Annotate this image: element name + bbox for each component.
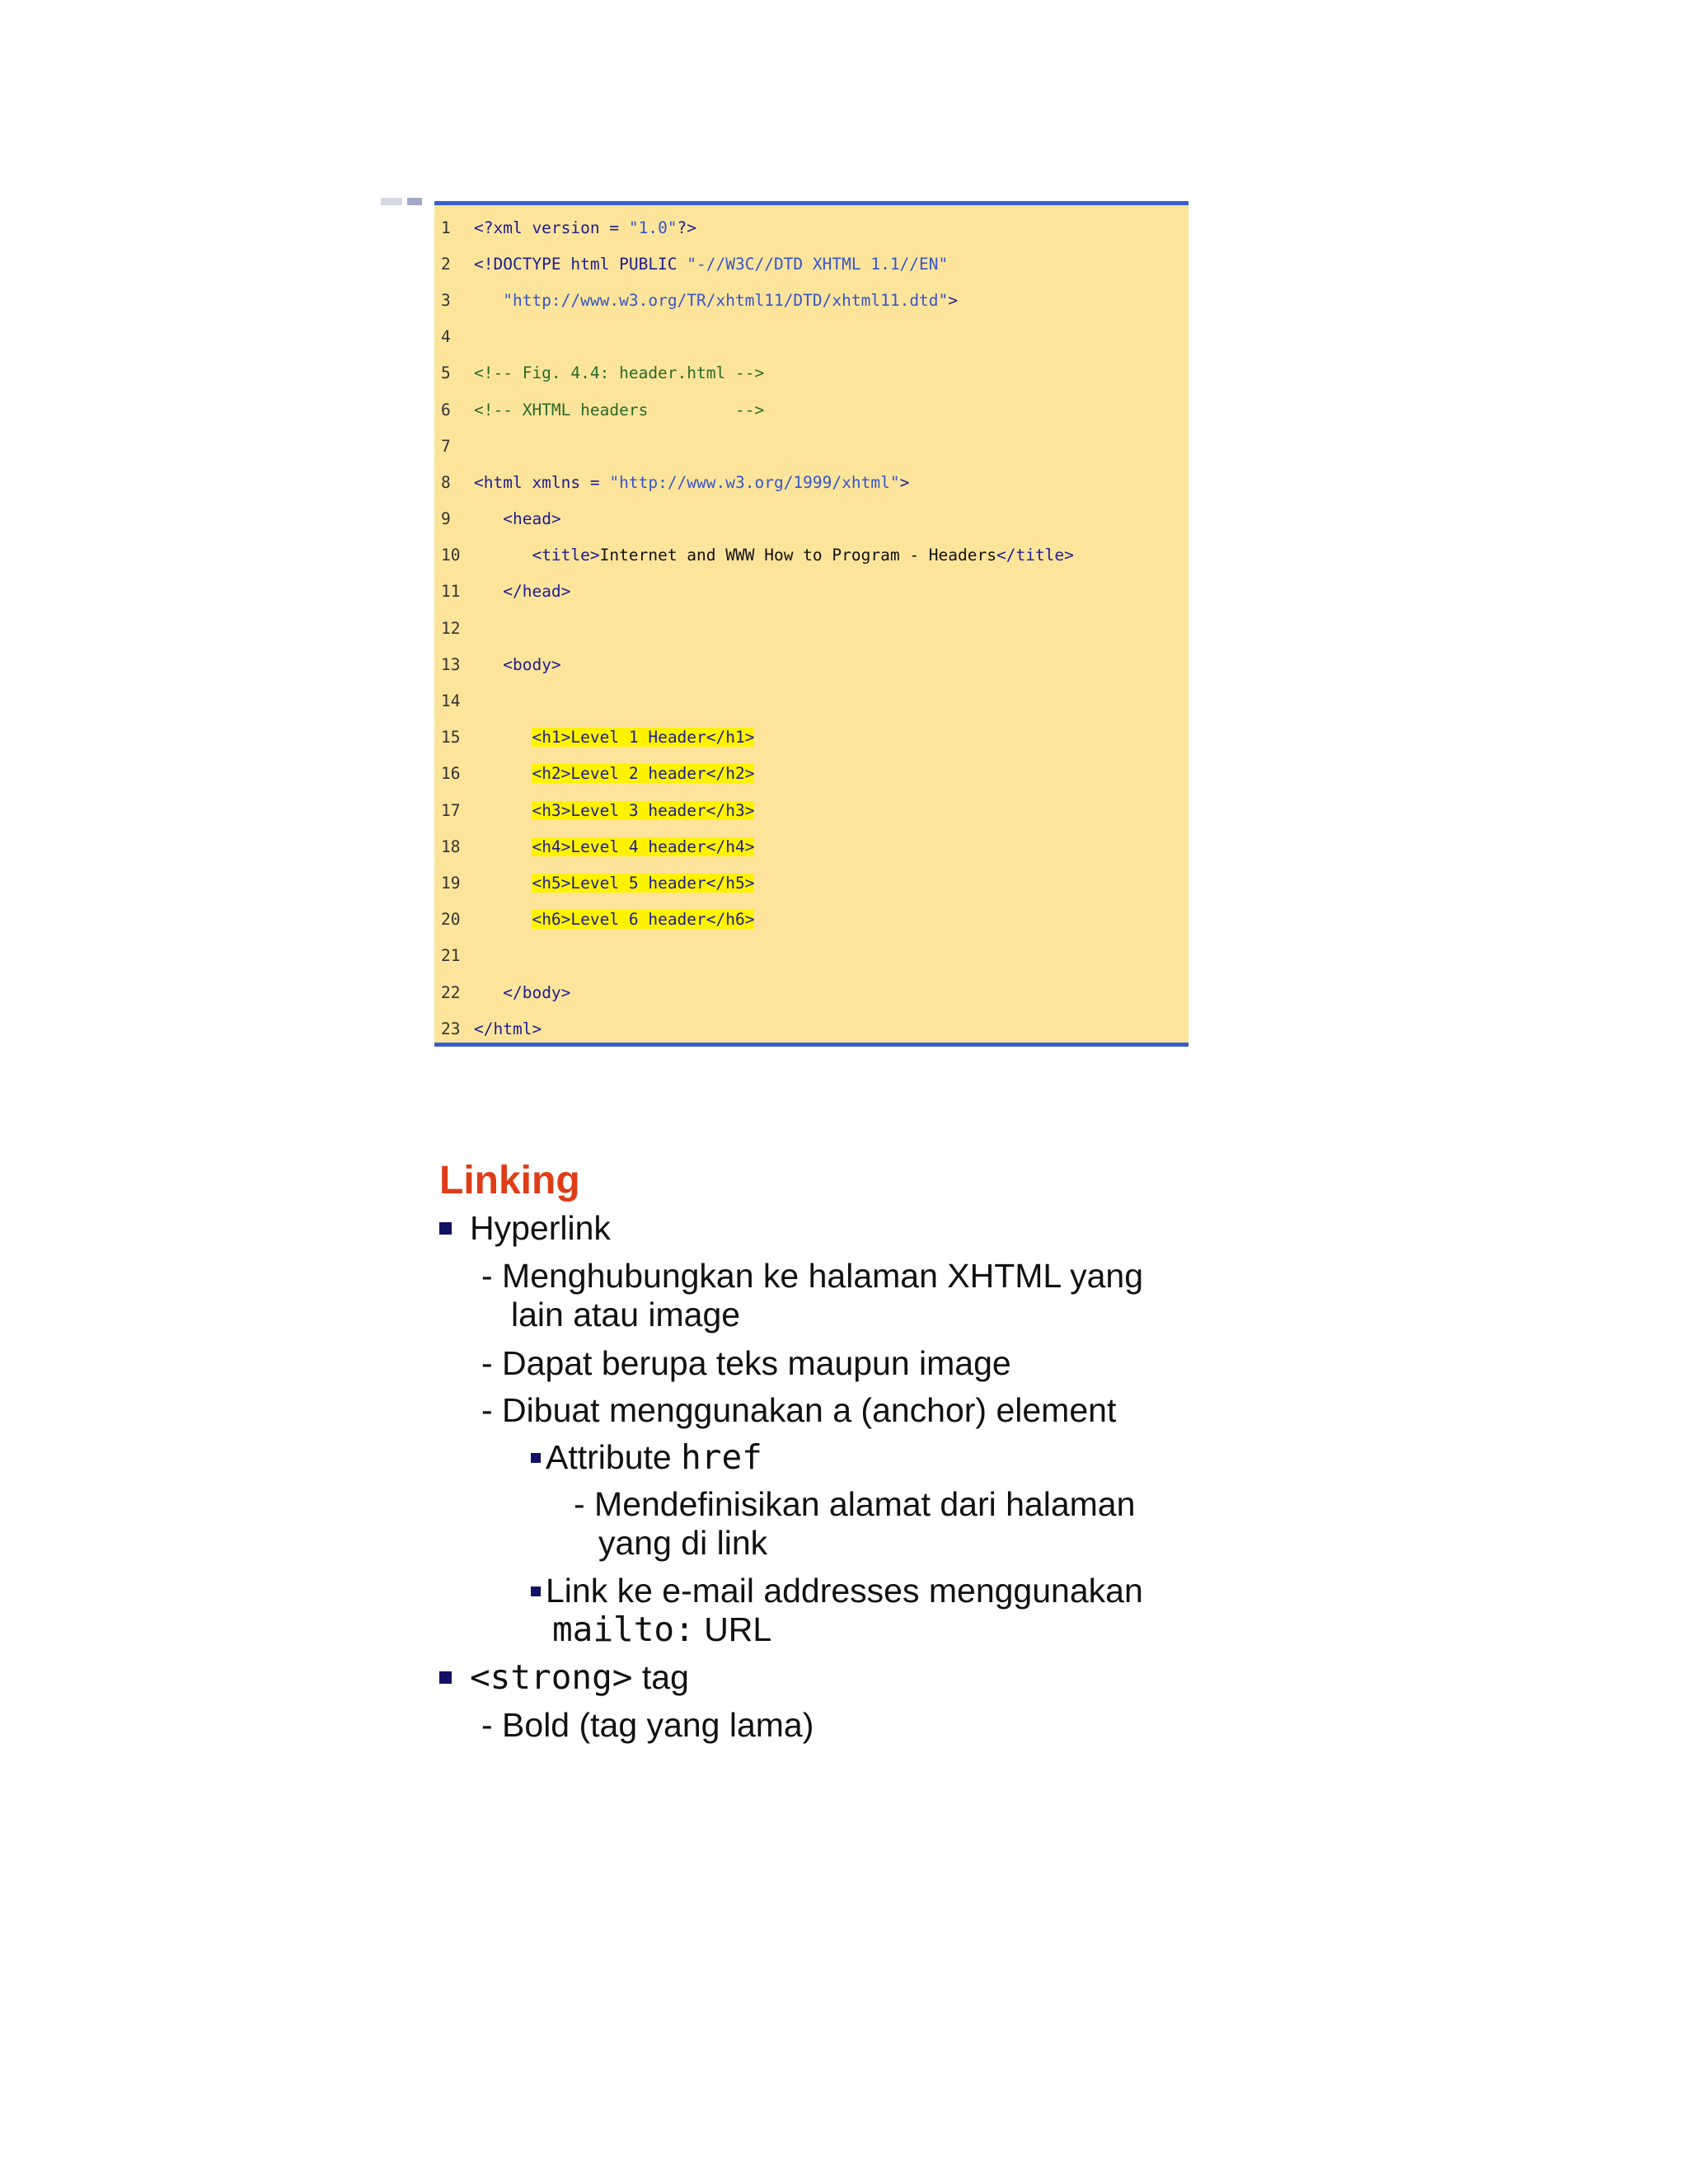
section-title: Linking: [439, 1159, 580, 1202]
code-text: [474, 874, 754, 893]
dash-text-continued: lain atau image: [511, 1296, 741, 1333]
dash-item: [481, 1344, 1011, 1383]
line-number: 23: [441, 1019, 461, 1038]
code-token: <h1>Level 1 Header</h1>: [532, 728, 755, 748]
sub-bullet-mailto: [531, 1572, 1143, 1649]
code-token: "-//W3C//DTD XHTML 1.1//EN": [687, 254, 949, 274]
code-line: [434, 209, 1189, 246]
code-token: <h6>Level 6 header</h6>: [532, 910, 755, 930]
line-number: 9: [441, 509, 451, 529]
code-text: [474, 218, 696, 237]
code-line: [434, 355, 1189, 391]
code-token: "1.0": [628, 218, 678, 237]
code-line: [434, 902, 1189, 938]
code-token: [474, 801, 532, 820]
code-token: <body>: [503, 654, 561, 674]
square-bullet-icon: [439, 1222, 452, 1235]
code-token: <h3>Level 3 header</h3>: [532, 800, 755, 820]
code-token: "http://www.w3.org/TR/xhtml11/DTD/xhtml11.dtd": [503, 290, 949, 310]
code-line: [434, 756, 1189, 792]
code-line: [434, 391, 1189, 428]
code-token: <!-- XHTML headers -->: [474, 400, 765, 419]
code-text: [474, 655, 561, 674]
code-token: [474, 983, 503, 1002]
code-token: [474, 728, 532, 747]
sub-bullet-text: Attribute: [546, 1438, 682, 1476]
line-number: 10: [441, 546, 461, 565]
code-token: [474, 291, 503, 310]
slide-decoration-bar: [381, 198, 402, 205]
line-number: 21: [441, 946, 461, 966]
dash-text: - Dapat berupa teks maupun image: [481, 1344, 1011, 1382]
line-number: 1: [441, 218, 451, 237]
code-token: <h4>Level 4 header</h4>: [532, 837, 755, 856]
code-line: [434, 610, 1189, 646]
code-text: [474, 910, 754, 929]
code-line: [434, 792, 1189, 828]
code-text: [474, 728, 754, 747]
code-text: [474, 401, 764, 419]
line-number: 12: [441, 618, 461, 638]
code-token: <html xmlns =: [474, 472, 610, 492]
line-number: 8: [441, 472, 451, 492]
code-token: <?xml version =: [474, 218, 629, 237]
code-token: </title>: [996, 546, 1074, 565]
code-token: "http://www.w3.org/1999/xhtml": [609, 472, 900, 492]
code-inline: mailto:: [552, 1610, 695, 1649]
code-token: [474, 874, 532, 893]
code-token: [474, 764, 532, 783]
code-text: [474, 582, 570, 601]
code-text: [474, 764, 754, 783]
code-token: <!DOCTYPE html PUBLIC: [474, 254, 687, 274]
line-number: 18: [441, 837, 461, 856]
line-number: 7: [441, 436, 451, 456]
sub-bullet-text: Link ke e-mail addresses menggunakan: [546, 1572, 1143, 1610]
code-text: [474, 837, 754, 856]
dash-text: - Mendefinisikan alamat dari halaman: [574, 1485, 1136, 1523]
code-token: [474, 655, 503, 674]
dash-item: [574, 1485, 1135, 1563]
code-text: [474, 363, 764, 382]
code-line: [434, 719, 1189, 756]
code-line: [434, 974, 1189, 1010]
code-text: [474, 255, 948, 274]
line-number: 15: [441, 728, 461, 748]
line-number: 4: [441, 327, 451, 347]
code-token: </head>: [503, 582, 571, 602]
code-token: <h5>Level 5 header</h5>: [532, 873, 755, 893]
code-line: [434, 501, 1189, 537]
line-number: 14: [441, 691, 461, 711]
slide-decoration-bar: [407, 198, 422, 205]
code-line: [434, 574, 1189, 610]
dash-text-continued: yang di link: [598, 1524, 768, 1562]
dash-text: - Bold (tag yang lama): [481, 1706, 814, 1744]
code-token: [474, 582, 503, 601]
sub-bullet-text-continued: URL: [694, 1610, 772, 1648]
line-number: 17: [441, 800, 461, 820]
line-number: 11: [441, 582, 461, 602]
code-token: </html>: [474, 1019, 542, 1038]
code-line: [434, 828, 1189, 865]
code-line: [434, 1010, 1189, 1047]
dash-item: [481, 1257, 1143, 1334]
code-token: ?>: [677, 218, 697, 237]
code-token: >: [948, 290, 959, 310]
code-line: [434, 464, 1189, 500]
dash-item: [481, 1391, 1116, 1430]
code-inline: <strong>: [470, 1657, 633, 1697]
code-line: [434, 246, 1189, 282]
line-number: 13: [441, 654, 461, 674]
line-number: 19: [441, 873, 461, 893]
square-bullet-icon: [531, 1586, 541, 1596]
code-text: [474, 473, 909, 492]
line-number: 3: [441, 290, 451, 310]
code-line: [434, 646, 1189, 682]
line-number: 22: [441, 982, 461, 1002]
code-listing: [434, 201, 1189, 1047]
code-line: [434, 865, 1189, 901]
code-token: [474, 837, 532, 856]
code-line: [434, 682, 1189, 719]
code-token: </body>: [503, 982, 571, 1002]
dash-text: - Dibuat menggunakan a (anchor) element: [481, 1391, 1117, 1429]
bullet-strong-tag: [439, 1658, 689, 1697]
code-line: [434, 428, 1189, 464]
code-token: <h2>Level 2 header</h2>: [532, 764, 755, 784]
square-bullet-icon: [439, 1671, 452, 1684]
code-token: [474, 910, 532, 929]
line-number: 20: [441, 910, 461, 930]
code-line: [434, 282, 1189, 318]
line-number: 5: [441, 363, 451, 383]
code-token: <!-- Fig. 4.4: header.html -->: [474, 363, 765, 383]
code-inline: href: [681, 1437, 762, 1477]
dash-item: [481, 1706, 814, 1745]
sub-bullet-href: [531, 1438, 762, 1477]
code-text: [474, 291, 958, 310]
code-line: [434, 938, 1189, 974]
line-number: 2: [441, 254, 451, 274]
code-text: [474, 1019, 542, 1038]
code-text: [474, 546, 1074, 565]
code-token: [474, 509, 503, 528]
code-token: <head>: [503, 509, 561, 529]
code-token: <title>: [532, 546, 600, 565]
code-text: [474, 509, 561, 528]
line-number: 6: [441, 400, 451, 419]
line-number: 16: [441, 764, 461, 784]
bullet-text: Hyperlink: [470, 1209, 611, 1247]
code-text: [474, 801, 754, 820]
code-token: [474, 546, 532, 565]
code-token: >: [899, 472, 910, 492]
code-token: Internet and WWW How to Program - Headers: [599, 546, 996, 565]
code-text: [474, 983, 570, 1002]
square-bullet-icon: [531, 1453, 541, 1463]
code-line: [434, 537, 1189, 574]
bullet-text: tag: [632, 1658, 689, 1696]
bullet-hyperlink: [439, 1209, 611, 1248]
dash-text: - Menghubungkan ke halaman XHTML yang: [481, 1257, 1144, 1295]
code-line: [434, 319, 1189, 355]
